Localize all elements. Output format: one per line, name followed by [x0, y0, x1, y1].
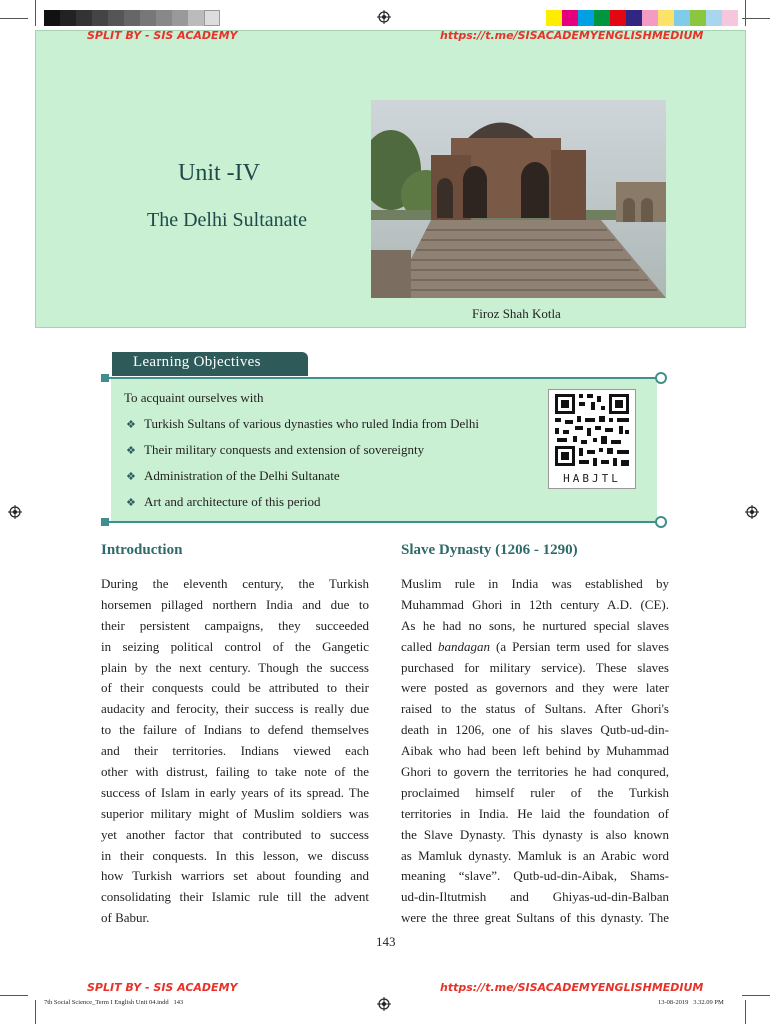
- divider: [104, 521, 660, 523]
- footer-file-slug: 7th Social Science_Term I English Unit 04.indd 143: [44, 999, 184, 1006]
- text-line: yet another factor that contributed to success: [101, 826, 369, 842]
- learning-objectives-tab: Learning Objectives: [112, 352, 308, 376]
- text-line: During the eleventh century, the Turkish: [101, 576, 369, 591]
- unit-subtitle: The Delhi Sultanate: [147, 209, 307, 231]
- text-line: plain by the next century. Though the success: [101, 659, 369, 675]
- text-line: of their conquests could be attributed to their: [101, 680, 369, 696]
- text-line: in seizing political control of the Gangetic: [101, 638, 369, 654]
- footer-timestamp: 13-08-2019 3.32.09 PM: [658, 999, 724, 1006]
- crop-mark: [35, 1000, 36, 1024]
- text-line: of Babur.: [101, 910, 150, 926]
- text-run: (a Persian term used for slaves: [490, 638, 669, 654]
- header-left-text: SPLIT BY - SIS ACADEMY: [87, 29, 238, 42]
- registration-mark-icon: [377, 10, 391, 24]
- objective-item: Administration of the Delhi Sultanate: [144, 468, 340, 483]
- header-right-text: https://t.me/SISACADEMYENGLISHMEDIUM: [440, 29, 704, 42]
- text-line: Muslim rule in India was established by: [401, 576, 669, 591]
- text-line: superior military might of Muslim soldiers was: [101, 805, 369, 821]
- crop-mark: [745, 0, 746, 26]
- bullet-icon: ❖: [126, 419, 136, 431]
- bullet-icon: ❖: [126, 497, 136, 509]
- text-line: how Turkish warriors set about founding and: [101, 868, 369, 884]
- registration-mark-icon: [745, 505, 759, 519]
- text-line: purchased for military service). These slaves: [401, 659, 669, 675]
- text-run: called: [401, 638, 439, 654]
- firoz-shah-kotla-photo: [371, 100, 666, 298]
- text-line: Aibak who had been left behind by Muhammad: [401, 743, 669, 759]
- qr-code-label: HABJTL: [563, 472, 621, 485]
- bullet-icon: ❖: [126, 445, 136, 457]
- footer-right-text: https://t.me/SISACADEMYENGLISHMEDIUM: [440, 981, 704, 994]
- crop-mark: [0, 18, 28, 19]
- term-bandagan: bandagan: [438, 638, 491, 654]
- divider-end-square: [101, 374, 109, 382]
- slave-dynasty-heading: Slave Dynasty (1206 - 1290): [401, 542, 578, 558]
- crop-mark: [742, 995, 770, 996]
- text-line: other with distrust, failing to take note of the: [101, 764, 369, 780]
- text-line: as Mamluk dynasty. Mamluk is an Arabic word: [401, 847, 669, 863]
- introduction-body: [101, 574, 369, 929]
- page-number: 143: [376, 934, 396, 949]
- text-line: consolidating their Islamic rule till the advent: [101, 889, 369, 905]
- crop-mark: [745, 1000, 746, 1024]
- text-line: raised to the status of Sultans. After Ghori's: [401, 701, 669, 717]
- text-line: death in 1206, one of his slaves Qutb-ud-din-: [401, 722, 669, 738]
- objective-item: Their military conquests and extension of sovereignty: [144, 442, 425, 457]
- text-line: proclaimed himself ruler of the Turkish: [401, 784, 669, 800]
- text-line: in their conquests. In this lesson, we discuss: [101, 847, 369, 863]
- text-line: and their territories. Indians viewed each: [101, 743, 369, 759]
- registration-mark-icon: [8, 505, 22, 519]
- text-line: the Slave Dynasty. This dynasty is also known: [401, 826, 669, 842]
- crop-mark: [0, 995, 28, 996]
- objectives-intro: To acquaint ourselves with: [124, 390, 264, 405]
- bullet-icon: ❖: [126, 471, 136, 483]
- text-line: Muhammad Ghori in 12th century A.D. (CE).: [401, 596, 669, 612]
- photo-caption: Firoz Shah Kotla: [472, 306, 561, 321]
- text-line: their persistent campaigns, they succeeded: [101, 617, 369, 633]
- text-line: [401, 637, 669, 658]
- text-line: audacity and ferocity, their success is really due: [101, 701, 369, 717]
- text-line: As he had no sons, he nurtured special slaves: [401, 617, 669, 633]
- text-line: were posted as governors and they were later: [401, 680, 669, 696]
- qr-code-icon: [549, 390, 635, 470]
- divider-end-circle: [655, 372, 667, 384]
- text-line: Ghori to govern the territories he had conqured,: [401, 764, 669, 780]
- text-line: were the three great Sultans of this dynasty. The: [401, 910, 669, 926]
- footer-left-text: SPLIT BY - SIS ACADEMY: [87, 981, 238, 994]
- crop-mark: [742, 18, 770, 19]
- divider: [104, 377, 660, 379]
- divider-end-circle: [655, 516, 667, 528]
- slave-dynasty-body: [401, 574, 669, 929]
- crop-mark: [35, 0, 36, 26]
- text-line: meaning “slave”. Qutb-ud-din-Aibak, Shams-: [401, 868, 669, 884]
- text-line: ud-din-Iltutmish and Ghiyas-ud-din-Balban: [401, 889, 669, 905]
- registration-mark-icon: [377, 997, 391, 1011]
- text-line: success of Islam in early years of its spread. The: [101, 784, 369, 800]
- divider-end-square: [101, 518, 109, 526]
- unit-title: Unit -IV: [178, 160, 260, 186]
- objective-item: Turkish Sultans of various dynasties who ruled India from Delhi: [144, 416, 479, 431]
- text-line: to the failure of Indians to defend themselves: [101, 722, 369, 738]
- objective-item: Art and architecture of this period: [144, 494, 321, 509]
- introduction-heading: Introduction: [101, 542, 183, 558]
- qr-code[interactable]: [548, 389, 636, 489]
- text-line: horsemen pillaged northern India and due to: [101, 596, 369, 612]
- text-line: territories in India. He laid the foundation of: [401, 805, 669, 821]
